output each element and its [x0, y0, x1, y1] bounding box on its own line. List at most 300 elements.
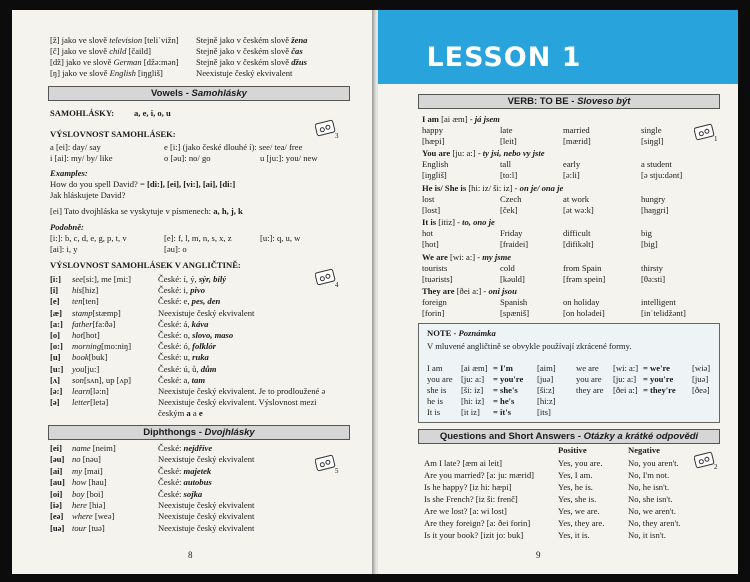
to-be-czech: to, ono je [462, 217, 495, 228]
diph-example [72, 523, 105, 533]
vowel-cont-text: českým [158, 408, 187, 418]
vowel-czech-label: České: [158, 285, 184, 296]
contraction-full-form: I am [427, 363, 443, 373]
to-be-adjective-transcription: [leit] [500, 136, 517, 146]
vowel-czech-letters: á, [183, 318, 192, 329]
qa-negative-answer: No, I'm not. [628, 470, 670, 480]
diph-czech [158, 523, 254, 533]
to-be-adjective: thirsty [641, 262, 663, 273]
vowel-czech-letters: ú, ů, [183, 363, 201, 374]
vowel-example-transcription: [buk] [88, 352, 108, 363]
contraction-short-form: = he's [493, 396, 515, 406]
vowel-example [72, 341, 131, 351]
diph-czech-word: nejdříve [183, 443, 213, 453]
to-be-adjective-transcription: [θə:sti] [641, 273, 666, 284]
diph-czech-word: autobus [183, 477, 212, 488]
diph-heading-en: Diphthongs - [143, 427, 205, 438]
pron-prefix: [dž] jako ve slově [50, 57, 114, 67]
contraction-full-form: you are [576, 374, 602, 384]
diph-example-word: where [72, 511, 93, 522]
vowel-czech-word: dům [200, 363, 217, 374]
contraction-short-transcription: [aim] [537, 363, 556, 373]
contraction-full-transcription: [ai æm] [461, 363, 488, 373]
to-be-adjective: early [563, 159, 581, 170]
diph-example [72, 454, 101, 464]
qa-positive-answer: Yes, they are. [558, 518, 605, 528]
qa-negative-answer: No, he isn't. [628, 482, 670, 492]
to-be-transcription: [ai æm] - [438, 114, 475, 124]
to-be-adjective-transcription: [frəm spein] [563, 273, 606, 284]
vowel-czech [158, 319, 208, 329]
pron-transcription: [teliˈvižn] [142, 35, 179, 45]
vowel-czech-word: tam [191, 374, 206, 385]
contraction-short-form: = I'm [493, 363, 513, 373]
to-be-adjective-transcription: [ə stju:dənt] [641, 170, 683, 181]
vowel-example-transcription: [sʌn], up [ʌp] [83, 374, 131, 385]
questions-heading [418, 429, 720, 444]
similar-i-long: [i:]: b, c, d, e, g, p, t, v [50, 233, 127, 243]
audio-track-2-number: 2 [714, 463, 718, 471]
vys-ang-heading: VÝSLOVNOST SAMOHLÁSEK V ANGLIČTINĚ: [50, 260, 241, 270]
contraction-full-transcription: [ši: iz] [461, 385, 484, 395]
to-be-adjective: hungry [641, 193, 666, 204]
vowel-symbol: [a:] [50, 318, 63, 329]
diph-czech [158, 477, 212, 487]
pron-row-english [50, 68, 163, 78]
to-be-adjective-transcription: [ček] [500, 204, 518, 215]
ei-note [50, 206, 243, 216]
lesson-title: LESSON 1 [426, 42, 582, 73]
pron-czech-word: žena [291, 35, 308, 45]
vowel-czech-label: Neexistuje český ekvivalent. Výslovnost mezi [158, 397, 317, 408]
vowel-example [72, 296, 99, 306]
vowel-symbol: [ə] [50, 397, 60, 408]
to-be-adjective: a student [641, 159, 672, 170]
vowel-czech-letters: o, [183, 330, 193, 340]
vowel-example [72, 319, 115, 329]
to-be-adjective: late [500, 125, 513, 135]
vowel-line-i: i [ai]: my/ by/ like [50, 153, 113, 163]
vowel-example-transcription: [hiz] [82, 285, 99, 296]
note-label [427, 328, 496, 338]
vowels-heading-en: Vowels - [151, 88, 192, 99]
contraction-full-transcription: [hi: iz] [461, 396, 485, 406]
vowels-heading [48, 86, 350, 101]
qa-negative-answer: No, we aren't. [628, 506, 676, 516]
vowel-example-transcription: [stæmp] [92, 307, 121, 318]
to-be-adjective: difficult [563, 228, 591, 239]
vowel-symbol: [u] [50, 352, 61, 363]
vowel-czech-label: České: [158, 330, 184, 340]
note-label-cz: Poznámka [458, 328, 496, 338]
diph-czech [158, 454, 254, 464]
vowel-czech-label: České: [158, 363, 184, 374]
vowel-example-word: book [72, 352, 89, 363]
to-be-adjective-transcription: [spæniš] [500, 308, 530, 318]
to-be-transcription: [wi: a:] - [447, 251, 483, 262]
ei-note-text: Tato dvojhláska se vyskytuje v písmenech: [61, 206, 214, 216]
vowel-example-word: letter [72, 397, 91, 408]
to-be-adjective: foreign [422, 297, 447, 307]
qa-positive-answer: Yes, I am. [558, 470, 593, 480]
qa-question: Is it your book? [izit jo: buk] [424, 530, 524, 540]
diph-symbol: [uə] [50, 522, 65, 533]
pron-transcription: [džə:mən] [141, 57, 179, 67]
to-be-adjective-transcription: [haŋgri] [641, 204, 669, 215]
diph-symbol: [eə] [50, 511, 64, 522]
vowel-example [72, 386, 109, 396]
to-be-czech: on je/ ona je [519, 182, 564, 193]
pron-row-czech [196, 68, 292, 78]
to-be-czech: my jsme [482, 251, 512, 262]
pron-row-czech [196, 35, 307, 45]
to-be-transcription: [ðei a:] - [454, 286, 489, 296]
to-be-group-heading [422, 286, 517, 296]
vowel-czech-word: pivo [190, 285, 206, 296]
vowel-example-transcription: [fa:ðə] [92, 318, 116, 329]
to-be-adjective-transcription: [to:l] [500, 170, 518, 181]
to-be-adjective: single [641, 125, 662, 135]
to-be-transcription: [ju: a:] - [450, 148, 483, 159]
pron-example-word: child [109, 46, 127, 56]
pron-prefix: [ž] jako ve slově [50, 35, 110, 45]
diph-example-transcription: [mai] [84, 465, 103, 476]
diph-symbol: [iə] [50, 500, 62, 510]
diph-example [72, 443, 116, 453]
vowel-czech [158, 296, 220, 306]
diph-example-word: here [72, 500, 87, 510]
to-be-adjective: at work [563, 193, 590, 204]
vowel-czech-letters: i, [183, 285, 191, 296]
contraction-full-form: he is [427, 396, 443, 406]
vowel-czech-letters: e, [183, 296, 192, 307]
to-be-adjective-transcription: [forin] [422, 308, 445, 318]
vowel-example [72, 285, 98, 295]
qa-positive-answer: Yes, we are. [558, 506, 600, 516]
vowel-example [72, 308, 121, 318]
diph-symbol: [əu] [50, 454, 65, 465]
vowels-heading-cz: Samohlásky [191, 88, 247, 99]
samohlasky-value: a, e, i, o, u [134, 108, 171, 118]
page-number-right: 9 [536, 550, 541, 560]
contraction-short-form: = you're [493, 374, 524, 384]
to-be-adjective-transcription: [fraidei] [500, 239, 529, 250]
pron-prefix: [ŋ] jako ve slově [50, 68, 110, 78]
to-be-subject: It is [422, 217, 437, 228]
vowel-example-word: morning [72, 341, 102, 352]
diph-example-transcription: [neim] [92, 443, 116, 453]
qa-heading-cz: Otázky a krátké odpovědi [583, 431, 699, 442]
pron-row-english [50, 57, 179, 67]
to-be-subject: We are [422, 251, 448, 262]
vowel-example-word: see [72, 274, 83, 284]
to-be-subject: He is/ She is [422, 182, 467, 193]
examples-label: Examples: [50, 168, 88, 178]
to-be-adjective: happy [422, 125, 444, 135]
note-box [418, 323, 720, 423]
example-line-1 [50, 179, 235, 189]
to-be-adjective: Friday [500, 228, 523, 239]
vowel-czech [158, 375, 205, 385]
vowel-example [72, 274, 131, 284]
vowel-czech-label: České: [158, 274, 184, 284]
contraction-full-form: she is [427, 385, 447, 395]
to-be-adjective-transcription: [big] [641, 239, 658, 250]
to-be-adjective-transcription: [hot] [422, 239, 439, 250]
note-text: V mluvené angličtině se obvykle používají zkrácené formy. [427, 341, 632, 351]
vowel-continuation [158, 408, 203, 418]
diph-czech-label: České: [158, 443, 184, 453]
similar-ai: [ai]: i, y [50, 244, 78, 254]
vowel-line-e: e [i:] (jako české dlouhé í): see/ tea/ free [164, 142, 303, 152]
to-be-adjective: intelligent [641, 297, 676, 307]
vowel-cont-a: a [186, 408, 191, 418]
similar-ou: [əu]: o [164, 244, 187, 254]
vowel-czech-label: České: [158, 341, 184, 352]
diph-symbol: [ai] [50, 465, 63, 476]
contraction-short-form: = we're [643, 363, 670, 373]
diphthongs-heading [48, 425, 350, 440]
pron-transcription: [čaild] [126, 46, 151, 56]
vyslovnost-heading: VÝSLOVNOST SAMOHLÁSEK: [50, 129, 176, 139]
vowel-czech-word: sýr, bílý [198, 274, 227, 284]
contraction-full-transcription: [it iz] [461, 407, 480, 417]
diph-czech [158, 511, 254, 521]
diph-czech-word: majetek [183, 465, 212, 476]
diph-heading-cz: Dvojhlásky [204, 427, 255, 438]
vowel-czech-letters: u, [183, 352, 193, 363]
example-spelling: [di:], [ei], [vi:], [ai], [di:] [146, 179, 236, 189]
to-be-adjective-transcription: [tuərists] [422, 273, 453, 284]
vowel-czech [158, 285, 205, 295]
contraction-full-transcription: [wi: a:] [613, 363, 639, 373]
diph-example-word: name [72, 443, 91, 453]
to-be-adjective-transcription: [iŋgliš] [422, 170, 447, 181]
vowel-line-u: u [ju:]: you/ new [260, 153, 318, 163]
contraction-short-transcription: [juə] [537, 374, 554, 384]
contraction-short-transcription: [ši:z] [537, 385, 555, 395]
audio-track-5-number: 5 [335, 467, 339, 475]
diph-example [72, 489, 103, 499]
diph-example-transcription: [hau] [88, 477, 107, 488]
vowel-czech [158, 330, 233, 340]
diph-example-word: tour [72, 522, 87, 533]
diph-example-transcription: [nəu] [82, 454, 101, 465]
vowel-czech-word: pes, den [191, 296, 221, 307]
to-be-group-heading [422, 183, 563, 193]
diph-czech-label: Neexistuje český ekvivalent [158, 511, 255, 522]
left-page [12, 10, 374, 574]
pron-prefix: [č] jako ve slově [50, 46, 110, 56]
to-be-czech: oni jsou [488, 286, 517, 296]
to-be-czech: já jsem [474, 114, 500, 124]
vowel-czech-word: folklór [192, 341, 217, 352]
pron-example-word: television [109, 35, 143, 45]
podobne-label: Podobně: [50, 222, 84, 232]
diph-example-word: my [72, 465, 83, 476]
contraction-short-form: = it's [493, 407, 512, 417]
verb-heading-cz: Sloveso být [577, 96, 631, 107]
to-be-adjective-transcription: [mærid] [563, 136, 591, 146]
vowel-czech [158, 274, 226, 284]
vowel-czech-word: ruka [192, 352, 209, 363]
vowel-example-word: hot [72, 330, 83, 340]
vowel-example-word: his [72, 285, 83, 296]
diph-example [72, 477, 107, 487]
contraction-full-transcription: [ju: a:] [613, 374, 637, 384]
pron-transcription: [iŋgliš] [135, 68, 163, 78]
vowel-czech-label: Neexistuje český ekvivalent. Je to prodloužené [158, 386, 322, 396]
vowel-symbol: [i] [50, 285, 59, 296]
verb-heading [418, 94, 720, 109]
diph-czech [158, 489, 202, 499]
to-be-adjective: on holiday [563, 297, 600, 307]
vowel-symbol: [o] [50, 330, 61, 340]
to-be-adjective: English [422, 159, 449, 170]
qa-question: Is he happy? [iz hi: hæpi] [424, 482, 512, 492]
vowel-example-word: ten [72, 296, 83, 307]
vowel-symbol: [ʌ] [50, 374, 61, 385]
vowel-example [72, 330, 100, 340]
pron-czech-text: Stejně jako v českém slově [196, 57, 292, 67]
vowel-czech-word: káva [191, 318, 209, 329]
vowel-czech-label: České: [158, 374, 184, 385]
diph-czech [158, 443, 212, 453]
to-be-adjective: hot [422, 228, 433, 239]
vowel-example-transcription: [ju:] [84, 363, 100, 374]
vowel-czech [158, 308, 254, 318]
to-be-adjective-transcription: [on holədei] [563, 308, 605, 318]
vowel-cont-and: a [190, 408, 199, 418]
vowel-symbol: [ə:] [50, 386, 63, 396]
vowel-line-a: a [ei]: day/ say [50, 142, 101, 152]
diph-czech-label: Neexistuje český ekvivalent [158, 522, 255, 533]
vowel-example [72, 352, 107, 362]
contraction-full-transcription: [ju: a:] [461, 374, 485, 384]
diph-symbol: [oi] [50, 488, 63, 499]
qa-question: Is she French? [iz ši: frenč] [424, 494, 518, 504]
to-be-adjective: Czech [500, 193, 522, 204]
qa-question: Are they foreign? [a: ðei forin] [424, 518, 531, 528]
vowel-example [72, 364, 99, 374]
qa-positive-answer: Yes, he is. [558, 482, 593, 492]
vowel-czech-letters: a, [183, 374, 192, 385]
to-be-subject: I am [422, 114, 439, 124]
pron-czech-text: Neexistuje český ekvivalent [196, 68, 293, 78]
contraction-short-transcription: [hi:z] [537, 396, 556, 406]
similar-e: [e]: f, l, m, n, s, x, z [164, 233, 232, 243]
audio-track-1-number: 1 [714, 135, 718, 143]
vowel-czech-label: České: [158, 352, 184, 363]
diph-example-word: no [72, 454, 81, 465]
ei-note-letters: a, h, j, k [213, 206, 243, 216]
to-be-adjective-transcription: [difikəlt] [563, 239, 594, 250]
audio-track-3-number: 3 [335, 132, 339, 140]
to-be-transcription: [itiz] - [436, 217, 463, 228]
qa-negative-answer: No, they aren't. [628, 518, 681, 528]
diph-example-transcription: [hiə] [89, 500, 106, 510]
to-be-adjective-transcription: [kəuld] [500, 273, 525, 284]
note-label-en: NOTE - [427, 328, 459, 338]
diph-example-transcription: [weə] [94, 511, 115, 522]
to-be-adjective-transcription: [ət wə:k] [563, 204, 594, 215]
to-be-transcription: [hi: iz/ ši: iz] - [466, 182, 520, 193]
vowel-czech-label: Neexistuje český ekvivalent [158, 307, 255, 318]
right-page [378, 10, 738, 574]
vowel-example-transcription: [si:], me [mi:] [82, 274, 131, 284]
qa-negative-answer: No, she isn't. [628, 494, 673, 504]
pron-czech-text: Stejně jako v českém slově [196, 46, 292, 56]
pron-czech-word: džus [291, 57, 307, 67]
to-be-adjective-transcription: [lost] [422, 204, 441, 215]
qa-heading-en: Questions and Short Answers - [439, 431, 584, 442]
to-be-adjective: Spanish [500, 297, 528, 307]
diph-example [72, 500, 105, 510]
to-be-adjective-transcription: [hæpi] [422, 136, 445, 146]
vowel-example-word: father [72, 318, 93, 329]
vowel-czech-letters: ə [321, 386, 326, 396]
to-be-adjective: tourists [422, 262, 448, 273]
vowel-czech [158, 352, 209, 362]
contraction-short-form: = they're [643, 385, 676, 395]
to-be-adjective: tall [500, 159, 511, 170]
to-be-czech: ty jsi, nebo vy jste [482, 148, 545, 159]
qa-question: Are we lost? [a: wi lost] [424, 506, 507, 516]
diph-symbol: [au] [50, 477, 65, 488]
vowel-example-transcription: [letə] [90, 397, 109, 408]
similar-u-long: [u:]: q, u, w [260, 233, 301, 243]
qa-positive-answer: Yes, you are. [558, 458, 603, 468]
pron-czech-word: čas [291, 46, 303, 56]
diph-example [72, 466, 103, 476]
vowel-czech-label: České: [158, 296, 184, 307]
to-be-adjective-transcription: [siŋgl] [641, 136, 664, 146]
to-be-group-heading [422, 252, 511, 262]
pron-row-czech [196, 57, 307, 67]
diph-czech-label: Neexistuje český ekvivalent [158, 500, 255, 510]
vowel-example-word: learn [72, 386, 91, 396]
to-be-adjective-transcription: [inˈtelidžənt] [641, 308, 686, 318]
diph-example-transcription: [boi] [86, 488, 104, 499]
to-be-subject: They are [422, 286, 455, 296]
vowel-example-transcription: [hot] [82, 330, 100, 340]
example-question: How do you spell David? = [50, 179, 147, 189]
qa-question: Are you married? [a: ju: mærid] [424, 470, 535, 480]
contraction-full-form: they are [576, 385, 604, 395]
vowel-line-o: o [əu]: no/ go [164, 153, 211, 163]
contraction-short-transcription: [wiə] [692, 363, 711, 373]
vowel-czech-letters: í, ý, [183, 274, 199, 284]
vowel-example-word: you [72, 363, 85, 374]
to-be-adjective: cold [500, 262, 515, 273]
diph-czech-label: Neexistuje český ekvivalent [158, 454, 255, 465]
diph-example-word: how [72, 477, 87, 488]
to-be-adjective-transcription: [ə:li] [563, 170, 580, 181]
vowel-czech-word: slovo, maso [192, 330, 234, 340]
vowel-czech [158, 341, 216, 351]
ei-note-symbol: [ei] [50, 206, 62, 216]
pron-example-word: German [113, 57, 142, 67]
diph-example [72, 511, 114, 521]
diph-example-transcription: [tuə] [88, 522, 105, 533]
diph-symbol: [ei] [50, 443, 62, 453]
vowel-example-word: son [72, 374, 84, 385]
positive-column-header: Positive [558, 445, 587, 455]
diph-czech-word: sojka [183, 488, 203, 499]
contraction-short-transcription: [ðeə] [692, 385, 710, 395]
negative-column-header: Negative [628, 445, 660, 455]
to-be-adjective: lost [422, 193, 435, 204]
